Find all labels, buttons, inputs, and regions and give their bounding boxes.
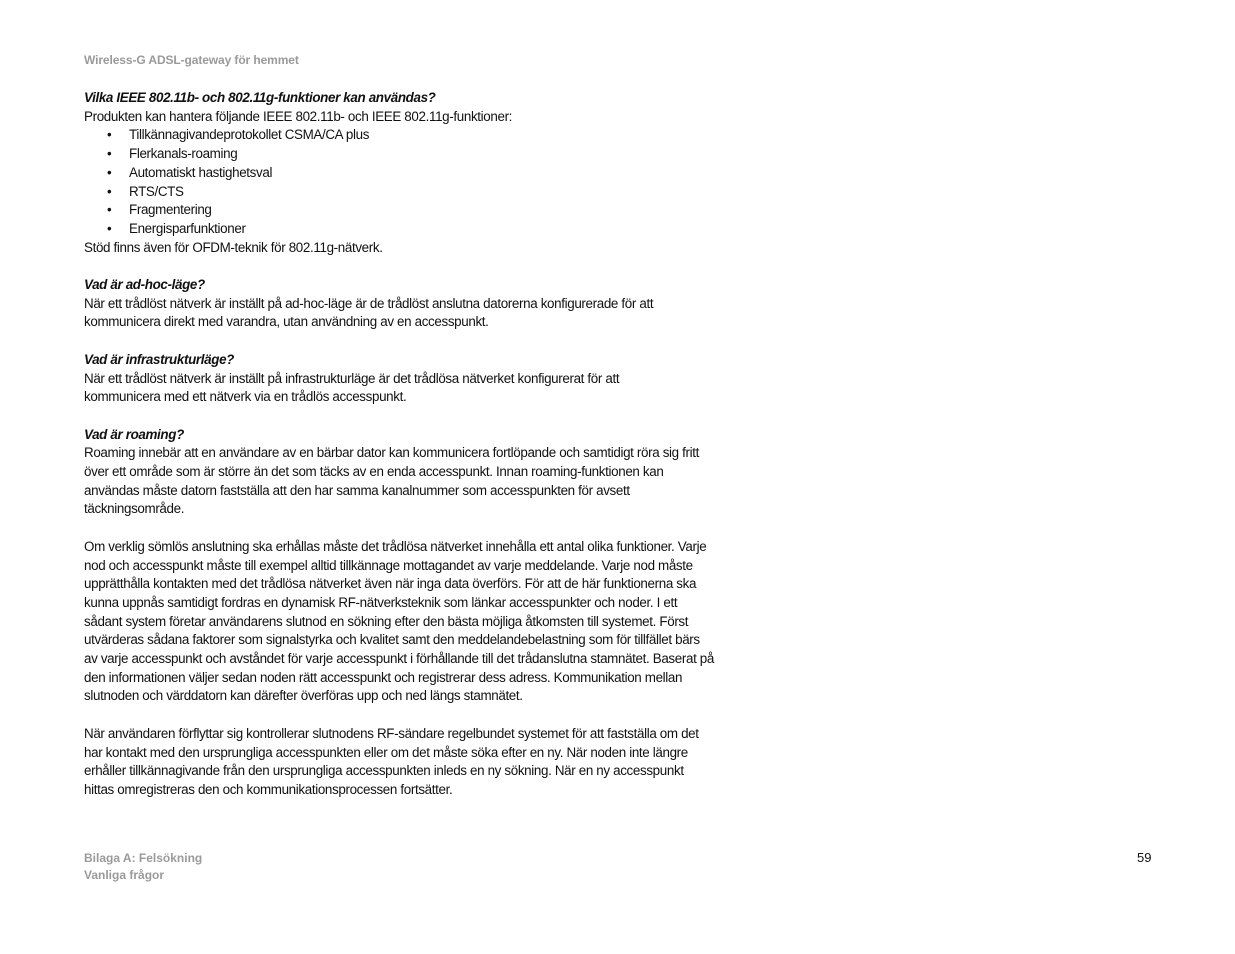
roaming-para2-line: sådant system företar användarens slutnod en sökning efter den bästa möjliga åtkomsten till systemet. Först xyxy=(84,613,689,629)
list-item: • Automatiskt hastighetsval xyxy=(84,164,774,183)
roaming-para2-line: upprätthålla kontakten med det trådlösa nätverket även när inga data överförs. För att de här funktionerna ska xyxy=(84,576,697,592)
question-ieee-features: Vilka IEEE 802.11b- och 802.11g-funktioner kan användas? xyxy=(84,90,436,105)
document-body xyxy=(84,89,774,800)
roaming-para2-line: slutnoden och värddatorn kan därefter överföras upp och ned längs stamnätet. xyxy=(84,688,523,704)
list-item: • RTS/CTS xyxy=(84,183,774,202)
ieee-feature-list xyxy=(84,126,774,238)
list-item: • Tillkännagivandeprotokollet CSMA/CA plus xyxy=(84,126,774,145)
roaming-para2-line: utvärderas sådana faktorer som signalstyrka och kvalitet samt den meddelandebelastning som för tillfället bärs xyxy=(84,632,700,648)
list-item: • Fragmentering xyxy=(84,201,774,220)
adhoc-answer-line: När ett trådlöst nätverk är inställt på ad-hoc-läge är de trådlöst anslutna datorerna konfigurerade för att xyxy=(84,295,654,311)
roaming-answer-line: användas måste datorn fastställa att den har samma kanalnummer som accesspunkten för avsett xyxy=(84,482,630,498)
question-roaming: Vad är roaming? xyxy=(84,426,184,442)
page-number: 59 xyxy=(1137,850,1152,865)
roaming-answer-line: över ett område som är större än det som täcks av en enda accesspunkt. Innan roaming-funktionen kan xyxy=(84,464,664,480)
ieee-outro: Stöd finns även för OFDM-teknik för 802.11g-nätverk. xyxy=(84,239,383,255)
roaming-para3-line: hittas omregistreras den och kommunikationsprocessen fortsätter. xyxy=(84,781,453,797)
roaming-para2-line: av varje accesspunkt och avståndet för varje accesspunkt i förhållande till det trådanslutna stamnätet. Baserat på xyxy=(84,651,715,667)
bullet-icon: • xyxy=(107,220,112,236)
question-adhoc: Vad är ad-hoc-läge? xyxy=(84,277,205,293)
roaming-answer-line: Roaming innebär att en användare av en bärbar dator kan kommunicera fortlöpande och samtidigt röra sig fritt xyxy=(84,445,699,461)
running-footer xyxy=(84,850,202,883)
roaming-para3-line: erhåller tillkännagivande från den ursprungliga accesspunkten inleds en ny sökning. När en ny accesspunkt xyxy=(84,763,684,779)
footer-chapter: Bilaga A: Felsökning xyxy=(84,851,203,865)
roaming-para2-line: den informationen väljer sedan noden rätt accesspunkt och registrerar dess adress. Kommunikation mellan xyxy=(84,669,683,685)
list-item: • Flerkanals-roaming xyxy=(84,145,774,164)
footer-section: Vanliga frågor xyxy=(84,867,165,882)
list-item: • Energisparfunktioner xyxy=(84,220,774,239)
roaming-para2-line: kunna uppnås samtidigt fordras en dynamisk RF-nätverksteknik som länkar accesspunkter och noder. I ett xyxy=(84,594,678,610)
roaming-para2-line: Om verklig sömlös anslutning ska erhållas måste det trådlösa nätverket innehålla ett antal olika funktioner. Varje xyxy=(84,538,707,554)
bullet-icon: • xyxy=(107,202,112,218)
roaming-para3-line: När användaren förflyttar sig kontrollerar slutnodens RF-sändare regelbundet systemet för att fastställa om det xyxy=(84,725,699,741)
bullet-icon: • xyxy=(107,127,112,143)
adhoc-answer-line: kommunicera direkt med varandra, utan användning av en accesspunkt. xyxy=(84,314,489,330)
infra-answer-line: När ett trådlöst nätverk är inställt på infrastrukturläge är det trådlösa nätverket konfigurerat för att xyxy=(84,370,620,386)
running-header: Wireless-G ADSL-gateway för hemmet xyxy=(84,53,299,67)
bullet-icon: • xyxy=(107,183,112,199)
question-infrastructure: Vad är infrastrukturläge? xyxy=(84,351,234,367)
roaming-answer-line: täckningsområde. xyxy=(84,501,185,517)
ieee-intro: Produkten kan hantera följande IEEE 802.11b- och IEEE 802.11g-funktioner: xyxy=(84,108,513,124)
infra-answer-line: kommunicera med ett nätverk via en trådlös accesspunkt. xyxy=(84,389,407,405)
roaming-para2-line: nod och accesspunkt måste till exempel alltid tillkännage mottagandet av varje meddelande. Varje nod måste xyxy=(84,557,693,573)
bullet-icon: • xyxy=(107,164,112,180)
bullet-icon: • xyxy=(107,146,112,162)
roaming-para3-line: har kontakt med den ursprungliga accesspunkten eller om det måste söka efter en ny. När noden inte längre xyxy=(84,744,688,760)
